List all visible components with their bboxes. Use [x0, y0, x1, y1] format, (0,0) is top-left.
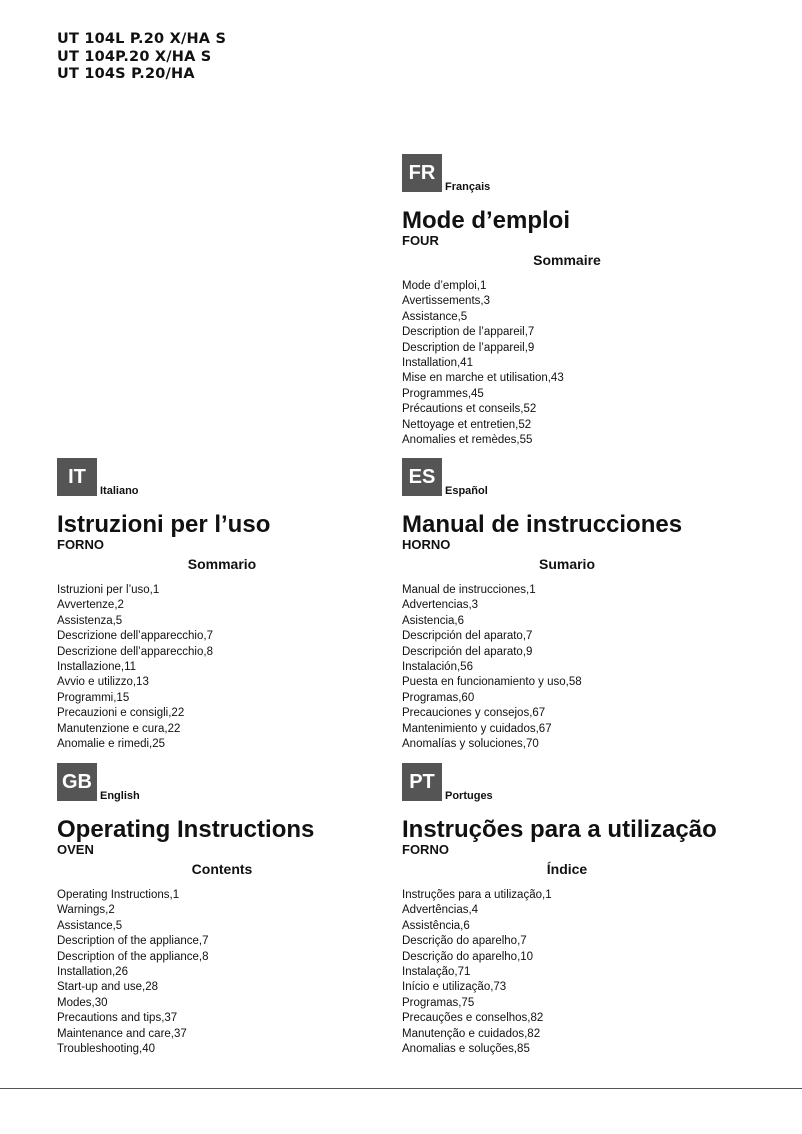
contents-heading: Sommaire — [533, 252, 601, 268]
toc-item: Advertencias,3 — [402, 599, 479, 612]
model-name: UT 104P.20 X/HA S — [57, 48, 212, 65]
toc-item: Descrição do aparelho,7 — [402, 935, 527, 948]
model-list — [57, 31, 226, 84]
toc-item: Programas,75 — [402, 996, 475, 1009]
language-name: Español — [445, 485, 488, 497]
toc-item: Precautions and tips,37 — [57, 1012, 178, 1025]
table-of-contents — [402, 279, 742, 448]
toc-item: Maintenance and care,37 — [57, 1027, 187, 1040]
toc-item: Descrição do aparelho,10 — [402, 950, 534, 963]
toc-item: Troubleshooting,40 — [57, 1043, 156, 1056]
toc-item: Programas,60 — [402, 691, 475, 704]
section-pt — [402, 763, 742, 1057]
toc-item: Descripción del aparato,7 — [402, 630, 533, 643]
toc-item: Nettoyage et entretien,52 — [402, 418, 532, 431]
toc-item: Precauções e conselhos,82 — [402, 1012, 544, 1025]
language-name: Portuges — [445, 790, 493, 802]
table-of-contents — [57, 888, 397, 1057]
language-header — [402, 458, 742, 496]
toc-item: Manutenção e cuidados,82 — [402, 1027, 541, 1040]
language-header — [402, 763, 742, 801]
toc-item: Assistência,6 — [402, 919, 470, 932]
toc-item: Modes,30 — [57, 996, 108, 1009]
table-of-contents — [402, 583, 742, 752]
table-of-contents — [57, 583, 397, 752]
manual-subtitle: FOUR — [402, 233, 439, 248]
toc-item: Mantenimiento y cuidados,67 — [402, 722, 552, 735]
manual-title: Istruzioni per l’uso — [57, 511, 271, 538]
toc-item: Programmes,45 — [402, 387, 484, 400]
manual-subtitle: FORNO — [402, 842, 449, 857]
toc-item: Anomalias e soluções,85 — [402, 1043, 530, 1056]
manual-title: Mode d’emploi — [402, 207, 570, 234]
table-of-contents — [402, 888, 742, 1057]
manual-title: Instruções para a utilização — [402, 816, 717, 843]
toc-item: Programmi,15 — [57, 691, 130, 704]
toc-item: Description of the appliance,7 — [57, 935, 209, 948]
toc-item: Instalação,71 — [402, 966, 471, 979]
toc-item: Puesta en funcionamiento y uso,58 — [402, 676, 582, 689]
manual-subtitle: HORNO — [402, 537, 451, 552]
language-name: Français — [445, 181, 491, 193]
manual-subtitle: FORNO — [57, 537, 104, 552]
toc-item: Istruzioni per l’uso,1 — [57, 584, 160, 596]
manual-title: Manual de instrucciones — [402, 511, 683, 538]
toc-item: Anomalías y soluciones,70 — [402, 738, 539, 751]
toc-item: Descrizione dell’apparecchio,7 — [57, 630, 213, 643]
model-name: UT 104L P.20 X/HA S — [57, 31, 227, 47]
toc-item: Operating Instructions,1 — [57, 889, 180, 901]
toc-item: Descrizione dell’apparecchio,8 — [57, 645, 213, 658]
language-name: Italiano — [100, 485, 139, 497]
language-header — [57, 458, 397, 496]
language-header — [402, 154, 742, 192]
toc-item: Installation,26 — [57, 966, 128, 979]
toc-item: Anomalie e rimedi,25 — [57, 738, 166, 751]
toc-item: Avertissements,3 — [402, 295, 490, 308]
contents-heading: Contents — [191, 861, 253, 877]
section-fr — [402, 154, 742, 448]
toc-item: Descripción del aparato,9 — [402, 645, 533, 658]
toc-item: Mode d’emploi,1 — [402, 280, 487, 292]
toc-item: Asistencia,6 — [402, 614, 465, 627]
language-code-badge: ES — [402, 458, 442, 496]
language-code-badge: GB — [57, 763, 97, 801]
contents-heading: Sumario — [538, 556, 595, 572]
toc-item: Instruções para a utilização,1 — [402, 889, 552, 901]
toc-item: Assistenza,5 — [57, 614, 123, 627]
language-code-badge: FR — [402, 154, 442, 192]
toc-item: Assistance,5 — [402, 310, 468, 323]
language-code-badge: IT — [57, 458, 97, 496]
language-code-badge: PT — [402, 763, 442, 801]
model-name: UT 104S P.20/HA — [57, 66, 195, 82]
toc-item: Anomalies et remèdes,55 — [402, 434, 533, 447]
toc-item: Warnings,2 — [57, 904, 115, 917]
toc-item: Installazione,11 — [57, 661, 137, 674]
toc-item: Início e utilização,73 — [402, 981, 507, 994]
contents-heading: Sommario — [187, 556, 257, 572]
toc-item: Instalación,56 — [402, 661, 473, 674]
manual-title: Operating Instructions — [57, 816, 315, 843]
toc-item: Description de l’appareil,7 — [402, 326, 535, 339]
language-name: English — [100, 790, 140, 802]
toc-item: Manual de instrucciones,1 — [402, 584, 536, 596]
manual-subtitle: OVEN — [57, 842, 94, 857]
toc-item: Précautions et conseils,52 — [402, 403, 537, 416]
language-header — [57, 763, 397, 801]
toc-item: Avvio e utilizzo,13 — [57, 676, 149, 689]
toc-item: Manutenzione e cura,22 — [57, 722, 181, 735]
section-es — [402, 458, 742, 752]
toc-item: Mise en marche et utilisation,43 — [402, 372, 564, 385]
toc-item: Assistance,5 — [57, 919, 123, 932]
section-it — [57, 458, 397, 752]
toc-item: Advertências,4 — [402, 904, 479, 917]
toc-item: Precauzioni e consigli,22 — [57, 707, 185, 720]
toc-item: Installation,41 — [402, 357, 473, 370]
toc-item: Avvertenze,2 — [57, 599, 124, 612]
footer-divider — [0, 1088, 802, 1089]
toc-item: Description de l’appareil,9 — [402, 341, 535, 354]
toc-item: Precauciones y consejos,67 — [402, 707, 546, 720]
toc-item: Start-up and use,28 — [57, 981, 159, 994]
contents-heading: Índice — [546, 861, 588, 877]
toc-item: Description of the appliance,8 — [57, 950, 209, 963]
section-gb — [57, 763, 397, 1057]
